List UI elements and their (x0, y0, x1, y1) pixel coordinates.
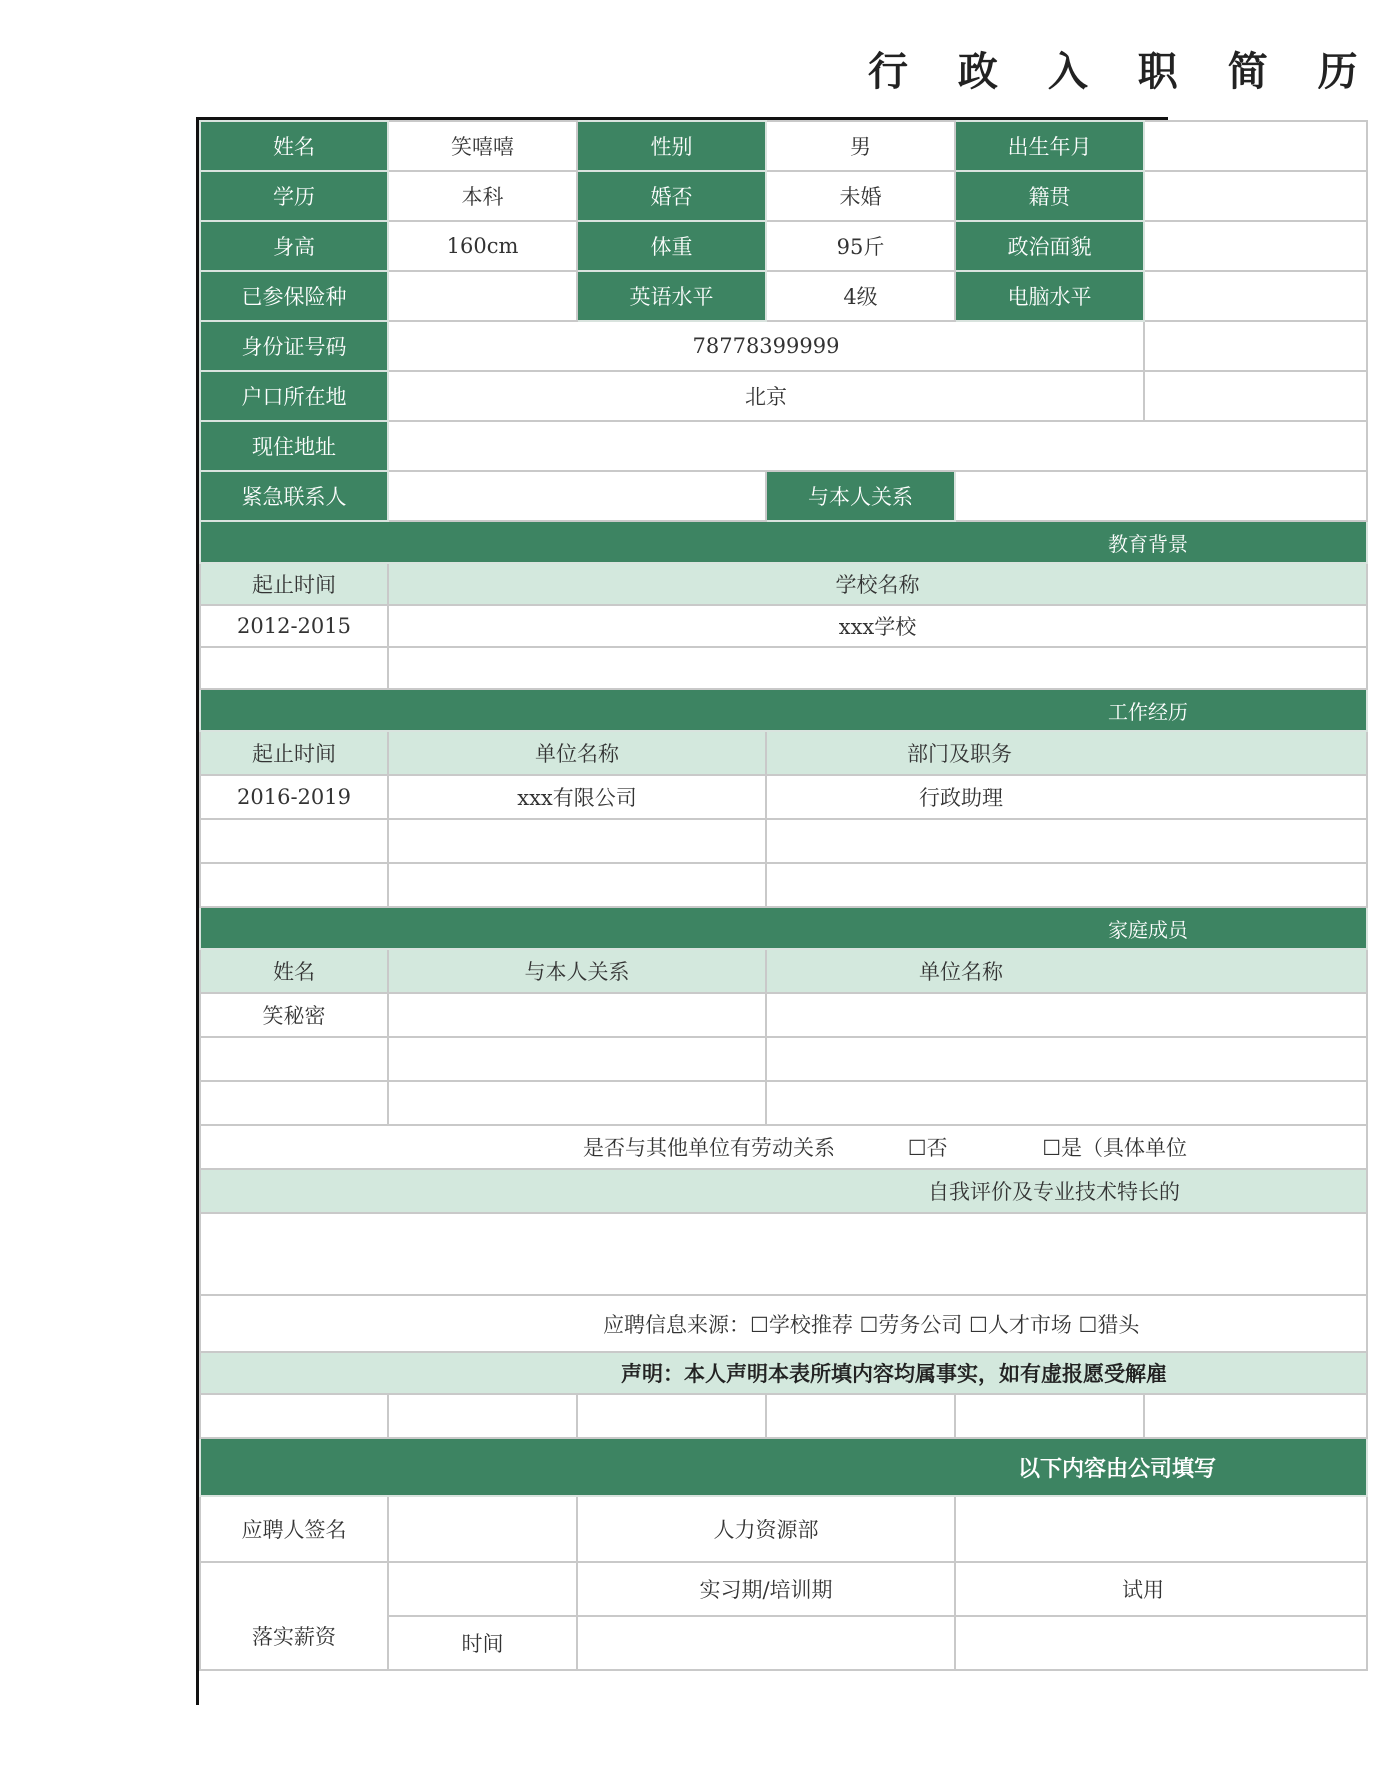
work-cell[interactable] (388, 863, 766, 907)
work-col-period: 起止时间 (200, 731, 388, 775)
emergency-value[interactable] (388, 471, 766, 521)
resume-form-table (199, 120, 1368, 1671)
family-cell[interactable] (200, 1081, 388, 1125)
work-position[interactable]: 行政助理 (766, 775, 1367, 819)
company-header-row (200, 1438, 1367, 1496)
signature-row (200, 1496, 1367, 1562)
work-row-empty (200, 863, 1367, 907)
weight-label: 体重 (577, 221, 766, 271)
basic-row-4 (200, 271, 1367, 321)
time-extra[interactable] (955, 1616, 1367, 1670)
education-label: 学历 (200, 171, 388, 221)
work-cell[interactable] (766, 863, 1367, 907)
address-value[interactable] (388, 421, 1367, 471)
family-row-empty (200, 1037, 1367, 1081)
marital-value[interactable]: 未婚 (766, 171, 955, 221)
labor-question: 是否与其他单位有劳动关系 (583, 1136, 835, 1160)
work-company[interactable]: xxx有限公司 (388, 775, 766, 819)
english-label: 英语水平 (577, 271, 766, 321)
work-row-empty (200, 819, 1367, 863)
id-value[interactable]: 78778399999 (388, 321, 1144, 371)
education-section-header: 教育背景 (200, 521, 1367, 563)
gender-value[interactable]: 男 (766, 121, 955, 171)
hukou-extra[interactable] (1144, 371, 1367, 421)
work-cell[interactable] (200, 819, 388, 863)
declaration-cell[interactable] (955, 1394, 1144, 1438)
family-row-empty (200, 1081, 1367, 1125)
height-value[interactable]: 160cm (388, 221, 577, 271)
work-cell[interactable] (388, 819, 766, 863)
training-label: 实习期/培训期 (577, 1562, 955, 1616)
declaration-cell[interactable] (766, 1394, 955, 1438)
address-row (200, 421, 1367, 471)
education-header-row (200, 521, 1367, 563)
id-extra[interactable] (1144, 321, 1367, 371)
education-school-empty[interactable] (388, 647, 1367, 689)
hukou-row (200, 371, 1367, 421)
work-col-company: 单位名称 (388, 731, 766, 775)
education-col-period: 起止时间 (200, 563, 388, 605)
work-row (200, 775, 1367, 819)
address-label: 现住地址 (200, 421, 388, 471)
labor-yes-checkbox[interactable]: ☐是（具体单位 (1042, 1136, 1188, 1160)
family-col-company: 单位名称 (766, 949, 1367, 993)
insurance-value[interactable] (388, 271, 577, 321)
name-label: 姓名 (200, 121, 388, 171)
birth-label: 出生年月 (955, 121, 1144, 171)
emergency-row (200, 471, 1367, 521)
hr-value[interactable] (955, 1496, 1367, 1562)
declaration-cell[interactable] (200, 1394, 388, 1438)
height-label: 身高 (200, 221, 388, 271)
page-title: 行 政 入 职 简 历 (868, 48, 1376, 95)
hukou-value[interactable]: 北京 (388, 371, 1144, 421)
form-clip (196, 0, 1216, 1792)
declaration-sign-row (200, 1394, 1367, 1438)
education-row-empty (200, 647, 1367, 689)
relation-value[interactable] (955, 471, 1367, 521)
labor-row (200, 1125, 1367, 1169)
declaration-cell[interactable] (388, 1394, 577, 1438)
education-row (200, 605, 1367, 647)
labor-cell (200, 1125, 1367, 1169)
birth-value[interactable] (1144, 121, 1367, 171)
education-col-school: 学校名称 (388, 563, 1367, 605)
family-cell[interactable] (388, 1081, 766, 1125)
computer-value[interactable] (1144, 271, 1367, 321)
family-row (200, 993, 1367, 1037)
native-value[interactable] (1144, 171, 1367, 221)
declaration-text: 声明：本人声明本表所填内容均属事实，如有虚报愿受解雇 (200, 1352, 1367, 1394)
weight-value[interactable]: 95斤 (766, 221, 955, 271)
basic-row-1 (200, 121, 1367, 171)
work-col-position: 部门及职务 (766, 731, 1367, 775)
family-header-row (200, 907, 1367, 949)
family-cell[interactable] (388, 1037, 766, 1081)
political-label: 政治面貌 (955, 221, 1144, 271)
family-company[interactable] (766, 993, 1367, 1037)
self-eval-body-row (200, 1213, 1367, 1295)
family-col-name: 姓名 (200, 949, 388, 993)
family-relation[interactable] (388, 993, 766, 1037)
source-cell[interactable]: 应聘信息来源：☐学校推荐 ☐劳务公司 ☐人才市场 ☐猎头 (200, 1295, 1367, 1352)
id-row (200, 321, 1367, 371)
self-eval-header: 自我评价及专业技术特长的 (200, 1169, 1367, 1213)
emergency-label: 紧急联系人 (200, 471, 388, 521)
work-cell[interactable] (766, 819, 1367, 863)
work-section-header: 工作经历 (200, 689, 1367, 731)
probation-label: 试用 (955, 1562, 1367, 1616)
education-school[interactable]: xxx学校 (388, 605, 1367, 647)
work-header-row (200, 689, 1367, 731)
education-period[interactable]: 2012-2015 (200, 605, 388, 647)
family-cell[interactable] (766, 1081, 1367, 1125)
basic-row-3 (200, 221, 1367, 271)
labor-no-checkbox[interactable]: ☐否 (907, 1136, 948, 1160)
source-row (200, 1295, 1367, 1352)
declaration-cell[interactable] (577, 1394, 766, 1438)
marital-label: 婚否 (577, 171, 766, 221)
family-cell[interactable] (766, 1037, 1367, 1081)
id-label: 身份证号码 (200, 321, 388, 371)
signature-label: 应聘人签名 (200, 1496, 388, 1562)
family-col-relation: 与本人关系 (388, 949, 766, 993)
education-value[interactable]: 本科 (388, 171, 577, 221)
self-eval-header-row (200, 1169, 1367, 1213)
education-columns-row (200, 563, 1367, 605)
salary-cell[interactable] (388, 1562, 577, 1616)
basic-row-2 (200, 171, 1367, 221)
family-cell[interactable] (200, 1037, 388, 1081)
declaration-cell[interactable] (1144, 1394, 1367, 1438)
computer-label: 电脑水平 (955, 271, 1144, 321)
gender-label: 性别 (577, 121, 766, 171)
salary-row-1 (200, 1562, 1367, 1616)
family-name[interactable]: 笑秘密 (200, 993, 388, 1037)
self-eval-body[interactable] (200, 1213, 1367, 1295)
declaration-row (200, 1352, 1367, 1394)
company-section-header: 以下内容由公司填写 (200, 1438, 1367, 1496)
salary-label: 落实薪资 (200, 1562, 388, 1670)
work-columns-row (200, 731, 1367, 775)
name-value[interactable]: 笑嘻嘻 (388, 121, 577, 171)
native-label: 籍贯 (955, 171, 1144, 221)
hr-label: 人力资源部 (577, 1496, 955, 1562)
family-section-header: 家庭成员 (200, 907, 1367, 949)
time-value[interactable] (577, 1616, 955, 1670)
insurance-label: 已参保险种 (200, 271, 388, 321)
hukou-label: 户口所在地 (200, 371, 388, 421)
family-columns-row (200, 949, 1367, 993)
education-period-empty[interactable] (200, 647, 388, 689)
time-label: 时间 (388, 1616, 577, 1670)
signature-value[interactable] (388, 1496, 577, 1562)
work-cell[interactable] (200, 863, 388, 907)
relation-label: 与本人关系 (766, 471, 955, 521)
work-period[interactable]: 2016-2019 (200, 775, 388, 819)
political-value[interactable] (1144, 221, 1367, 271)
english-value[interactable]: 4级 (766, 271, 955, 321)
